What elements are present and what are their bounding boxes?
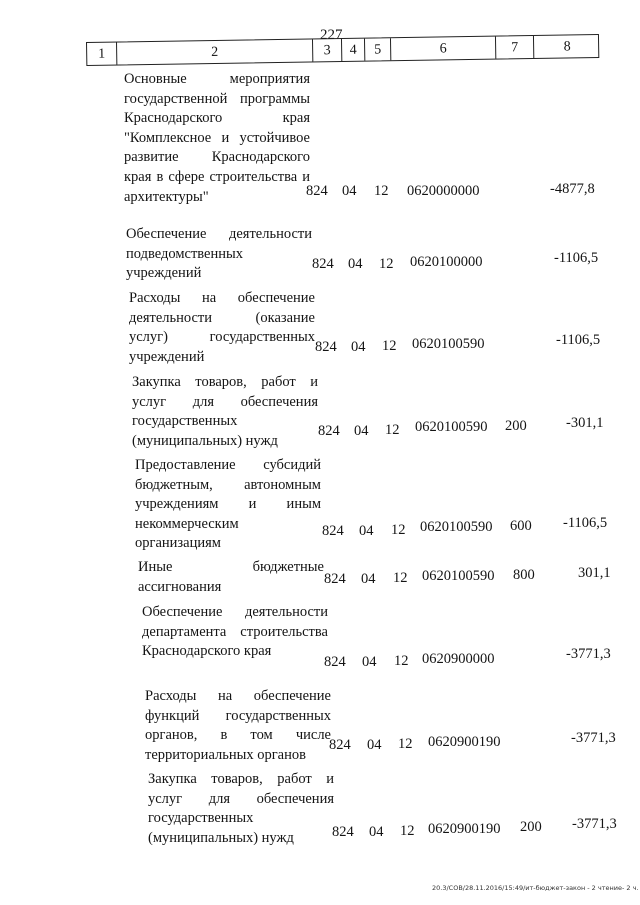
row-col-8: -1106,5 <box>554 250 599 266</box>
column-header-2: 2 <box>117 39 313 64</box>
row-col-4: 04 <box>348 256 363 272</box>
row-col-6: 0620900190 <box>428 821 501 837</box>
column-header-7: 7 <box>496 36 534 59</box>
row-col-5: 12 <box>385 422 400 438</box>
row-col-5: 12 <box>382 338 397 354</box>
row-col-4: 04 <box>359 523 374 539</box>
row-col-7: 800 <box>513 567 535 583</box>
row-col-4: 04 <box>367 737 382 753</box>
row-col-3: 824 <box>324 654 346 670</box>
document-footer-stamp: 20.3/СОВ/28.11.2016/15:49/ит-бюджет-закон - 2 чтение- 2 ч. <box>432 884 639 892</box>
row-col-4: 04 <box>361 571 376 587</box>
column-header-6: 6 <box>391 37 496 61</box>
row-col-5: 12 <box>393 570 408 586</box>
row-col-5: 12 <box>398 736 413 752</box>
page-number: 227 <box>320 27 343 43</box>
column-header-8: 8 <box>563 39 571 55</box>
row-description: Закупка товаров, работ и услуг для обеспечения государственных (муниципальных) нужд <box>148 771 334 846</box>
row-col-3: 824 <box>322 523 344 539</box>
row-col-4: 04 <box>362 654 377 670</box>
row-col-6: 0620100000 <box>410 254 483 270</box>
row-col-7: 200 <box>520 819 542 835</box>
row-col-3: 824 <box>315 339 337 355</box>
row-col-6: 0620100590 <box>415 419 488 435</box>
row-col-4: 04 <box>369 824 384 840</box>
row-col-3: 824 <box>324 571 346 587</box>
row-col-5: 12 <box>379 256 394 272</box>
row-col-8: -1106,5 <box>556 332 601 348</box>
row-col-7: 200 <box>505 418 527 434</box>
row-col-6: 0620100590 <box>412 336 485 352</box>
row-col-6: 0620900000 <box>422 651 495 667</box>
row-col-8: -3771,3 <box>566 646 611 662</box>
row-col-8: -301,1 <box>566 415 604 431</box>
row-col-3: 824 <box>306 183 328 199</box>
column-header-3: 3 <box>313 39 342 61</box>
row-description: Расходы на обеспечение деятельности (оказание услуг) государственных учреждений <box>129 290 315 365</box>
row-description: Предоставление субсидий бюджетным, автономным учреждениям и иным некоммерческим организациям <box>135 457 321 552</box>
row-col-8: -3771,3 <box>572 816 617 832</box>
column-header-5: 5 <box>365 38 391 60</box>
row-col-8: -1106,5 <box>563 515 608 531</box>
row-col-3: 824 <box>312 256 334 272</box>
row-col-8: -4877,8 <box>550 181 595 197</box>
row-col-6: 0620100590 <box>420 519 493 535</box>
row-col-3: 824 <box>329 737 351 753</box>
row-description: Обеспечение деятельности департамента строительства Краснодарского края <box>142 604 328 660</box>
row-col-5: 12 <box>374 183 389 199</box>
row-col-8: -3771,3 <box>571 730 616 746</box>
row-description: Иные бюджетные ассигнования <box>138 559 324 595</box>
row-col-6: 0620100590 <box>422 568 495 584</box>
row-description: Закупка товаров, работ и услуг для обеспечения государственных (муниципальных) нужд <box>132 374 318 449</box>
row-col-3: 824 <box>332 824 354 840</box>
column-header-4: 4 <box>342 39 365 61</box>
row-col-4: 04 <box>351 339 366 355</box>
row-description: Расходы на обеспечение функций государственных органов, в том числе территориальных органов <box>145 688 331 763</box>
row-col-5: 12 <box>391 522 406 538</box>
row-col-6: 0620000000 <box>407 183 480 199</box>
row-col-4: 04 <box>342 183 357 199</box>
row-description: Основные мероприятия государственной программы Краснодарского края "Комплексное и устойчивое развитие Краснодарского края в сфере строительства и архитектуры" <box>124 71 310 205</box>
column-header-row <box>86 34 599 66</box>
column-header-1: 1 <box>87 43 117 65</box>
row-col-4: 04 <box>354 423 369 439</box>
row-col-8: 301,1 <box>578 565 611 581</box>
row-col-3: 824 <box>318 423 340 439</box>
row-col-5: 12 <box>394 653 409 669</box>
row-description: Обеспечение деятельности подведомственных учреждений <box>126 226 312 282</box>
row-col-7: 600 <box>510 518 532 534</box>
row-col-6: 0620900190 <box>428 734 501 750</box>
row-col-5: 12 <box>400 823 415 839</box>
